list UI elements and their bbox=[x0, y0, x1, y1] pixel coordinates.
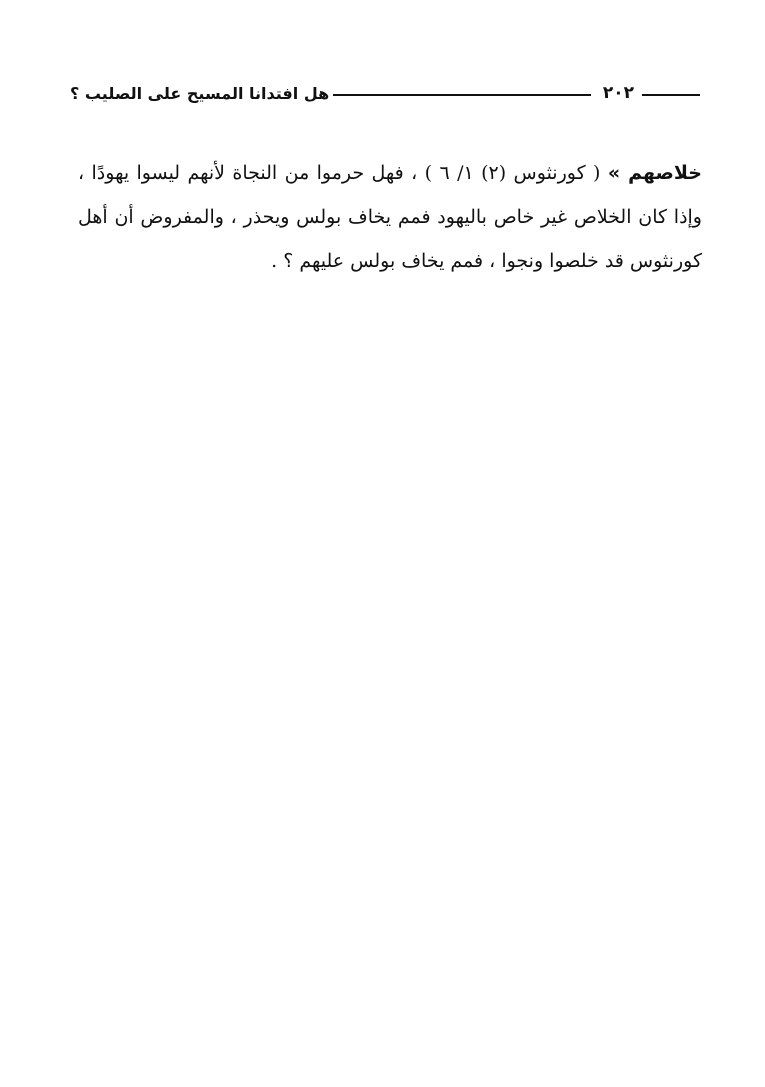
header-rule-center bbox=[333, 94, 591, 96]
page-number: ٢٠٢ bbox=[602, 83, 634, 103]
body-paragraph bbox=[78, 151, 702, 283]
page-header bbox=[70, 66, 700, 102]
header-rule-right bbox=[642, 94, 700, 96]
running-title: هل افتدانا المسيح على الصليب ؟ bbox=[70, 84, 330, 103]
paragraph-text: ( كورنثوس (٢) ١/ ٦ ) ، فهل حرموا من النجاة لأنهم ليسوا يهودًا ، وإذا كان الخلاص غير خاص باليهود فمم يخاف بولس ويحذر ، والمفروض أن أهل كورنثوس قد خلصوا ونجوا ، فمم يخاف بولس عليهم ؟ . bbox=[78, 162, 702, 272]
paragraph-lead: خلاصهم » bbox=[607, 162, 702, 184]
